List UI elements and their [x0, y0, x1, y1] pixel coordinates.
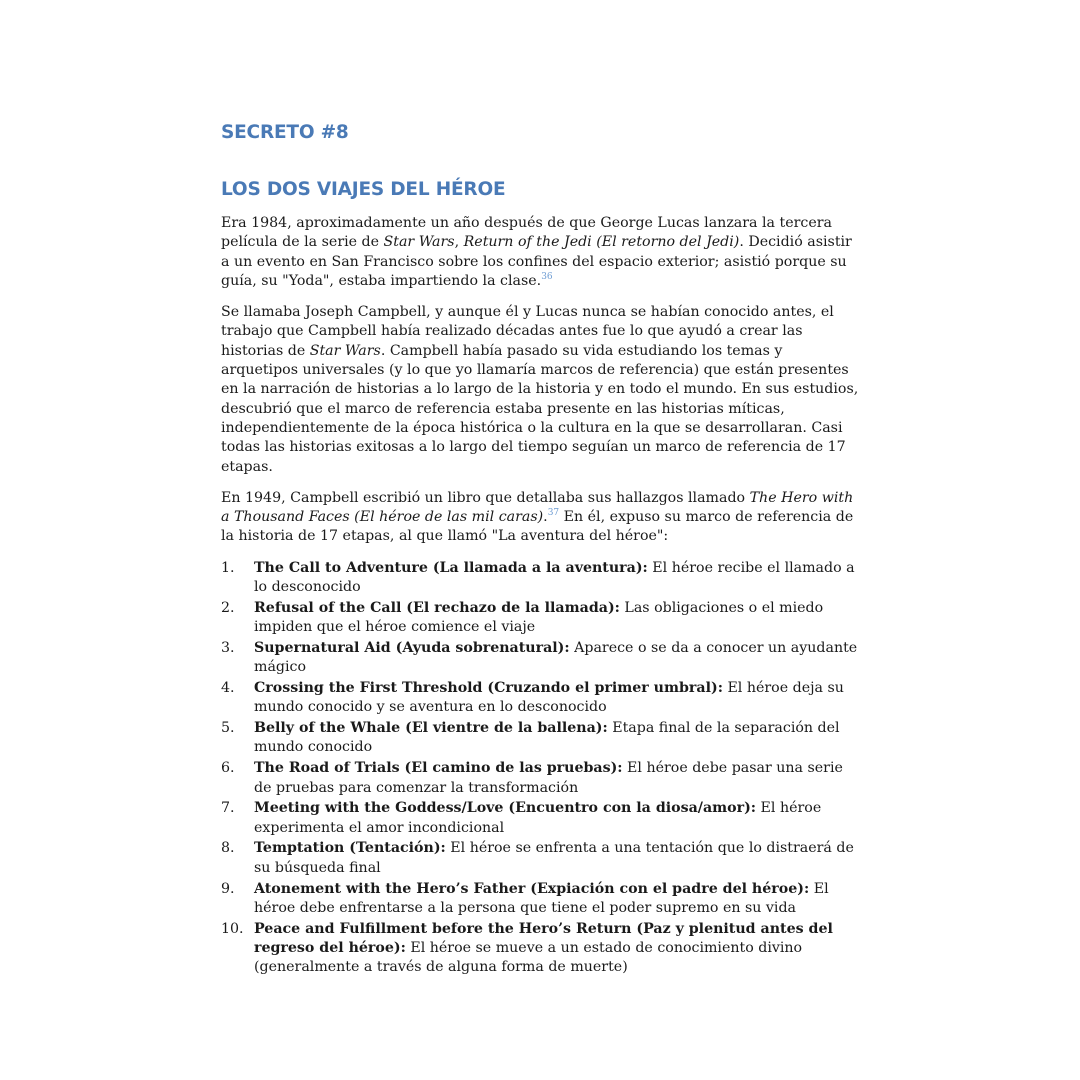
list-item — [221, 679, 861, 718]
list-number: 9. — [221, 880, 235, 897]
italic-title: Star Wars — [383, 234, 455, 251]
paragraph-text: Era 1984, aproximadamente un año después de que George Lucas lanzara la tercera película de la serie de — [221, 215, 832, 251]
stage-description: El héroe debe enfrentarse a la persona que tiene el poder supremo en su vida — [254, 880, 829, 916]
footnote-ref-37[interactable]: 37 — [547, 508, 560, 519]
list-item — [221, 559, 861, 598]
stage-title: Atonement with the Hero’s Father (Expiación con el padre del héroe): — [254, 880, 810, 897]
section-number-heading: SECRETO #8 — [221, 122, 349, 143]
stage-description: El héroe se mueve a un estado de conocimiento divino (generalmente a través de alguna forma de muerte) — [254, 939, 803, 976]
hero-journey-list — [221, 559, 861, 978]
stage-description: El héroe recibe el llamado a lo desconocido — [254, 559, 855, 596]
stage-description: Las obligaciones o el miedo impiden que el héroe comience el viaje — [254, 599, 824, 636]
list-item — [221, 759, 861, 798]
list-number: 4. — [221, 680, 235, 697]
footnote-ref-36[interactable]: 36 — [541, 271, 553, 282]
stage-description: El héroe se enfrenta a una tentación que lo distraerá de su búsqueda final — [254, 840, 854, 876]
list-number: 8. — [221, 840, 235, 857]
paragraph-text: En él, expuso su marco de referencia de la historia de 17 etapas, al que llamó "La aventura del héroe": — [221, 509, 854, 545]
list-number: 5. — [221, 720, 235, 737]
stage-title: Temptation (Tentación): — [254, 840, 446, 857]
paragraph-text: En 1949, Campbell escribió un libro que detallaba sus hallazgos llamado — [221, 489, 750, 506]
list-item — [221, 880, 861, 919]
list-number: 10. — [221, 920, 244, 937]
list-item — [221, 920, 861, 978]
stage-title: Peace and Fulfillment before the Hero’s Return (Paz y plenitud antes del regreso del héroe): — [254, 920, 833, 956]
stage-title: Supernatural Aid (Ayuda sobrenatural): — [254, 639, 570, 656]
paragraph-text: Se llamaba Joseph Campbell, y aunque él y Lucas nunca se habían conocido antes, el trabajo que Campbell había realizado décadas antes fue lo que ayudó a crear las historias de — [221, 304, 834, 359]
italic-title: Star Wars — [309, 342, 381, 359]
list-item — [221, 599, 861, 638]
list-item — [221, 639, 861, 678]
paragraph-text: . Campbell había pasado su vida estudiando los temas y arquetipos universales (y lo que yo llamaría marcos de referencia) que están presentes en la narración de historias a lo largo de la historia y en todo el mundo. En sus estudios, descubrió que el marco de referencia estaba presente en las historias míticas, independientemente de la época histórica o la cultura en la que se desarrollaran. Casi todas las historias exitosas a lo largo del tiempo seguían un marco de referencia de 17 etapas. — [221, 342, 859, 475]
stage-description: Etapa final de la separación del mundo conocido — [254, 720, 840, 756]
stage-title: The Call to Adventure (La llamada a la aventura): — [254, 559, 648, 576]
italic-title: The Hero with a Thousand Faces (El héroe de las mil caras) — [221, 489, 854, 526]
list-number: 6. — [221, 760, 235, 777]
paragraph-text: , — [454, 234, 464, 251]
stage-description: El héroe debe pasar una serie de pruebas para comenzar la transformación — [254, 760, 843, 796]
list-item — [221, 719, 861, 758]
list-number: 2. — [221, 599, 235, 616]
paragraph-1 — [221, 214, 861, 291]
stage-title: Crossing the First Threshold (Cruzando el primer umbral): — [254, 680, 723, 697]
list-number: 1. — [221, 559, 235, 576]
stage-title: Refusal of the Call (El rechazo de la llamada): — [254, 599, 620, 616]
list-item — [221, 799, 861, 838]
italic-title: Return of the Jedi (El retorno del Jedi) — [463, 234, 740, 251]
stage-description: El héroe deja su mundo conocido y se aventura en lo desconocido — [254, 680, 844, 716]
stage-title: Meeting with the Goddess/Love (Encuentro con la diosa/amor): — [254, 800, 757, 817]
list-number: 7. — [221, 800, 235, 817]
paragraph-text: . Decidió asistir a un evento en San Francisco sobre los confines del espacio exterior; asistió porque su guía, su "Yoda", estaba impartiendo la clase. — [221, 234, 852, 289]
paragraph-3 — [221, 489, 861, 547]
stage-description: El héroe experimenta el amor incondicional — [254, 800, 822, 836]
section-title-heading: LOS DOS VIAJES DEL HÉROE — [221, 179, 506, 200]
stage-title: The Road of Trials (El camino de las pruebas): — [254, 760, 623, 777]
document-page — [221, 120, 861, 979]
list-item — [221, 839, 861, 878]
stage-description: Aparece o se da a conocer un ayudante mágico — [254, 639, 858, 676]
paragraph-text: . — [543, 509, 548, 526]
list-number: 3. — [221, 639, 235, 656]
stage-title: Belly of the Whale (El vientre de la ballena): — [254, 720, 608, 737]
paragraph-2 — [221, 303, 861, 477]
